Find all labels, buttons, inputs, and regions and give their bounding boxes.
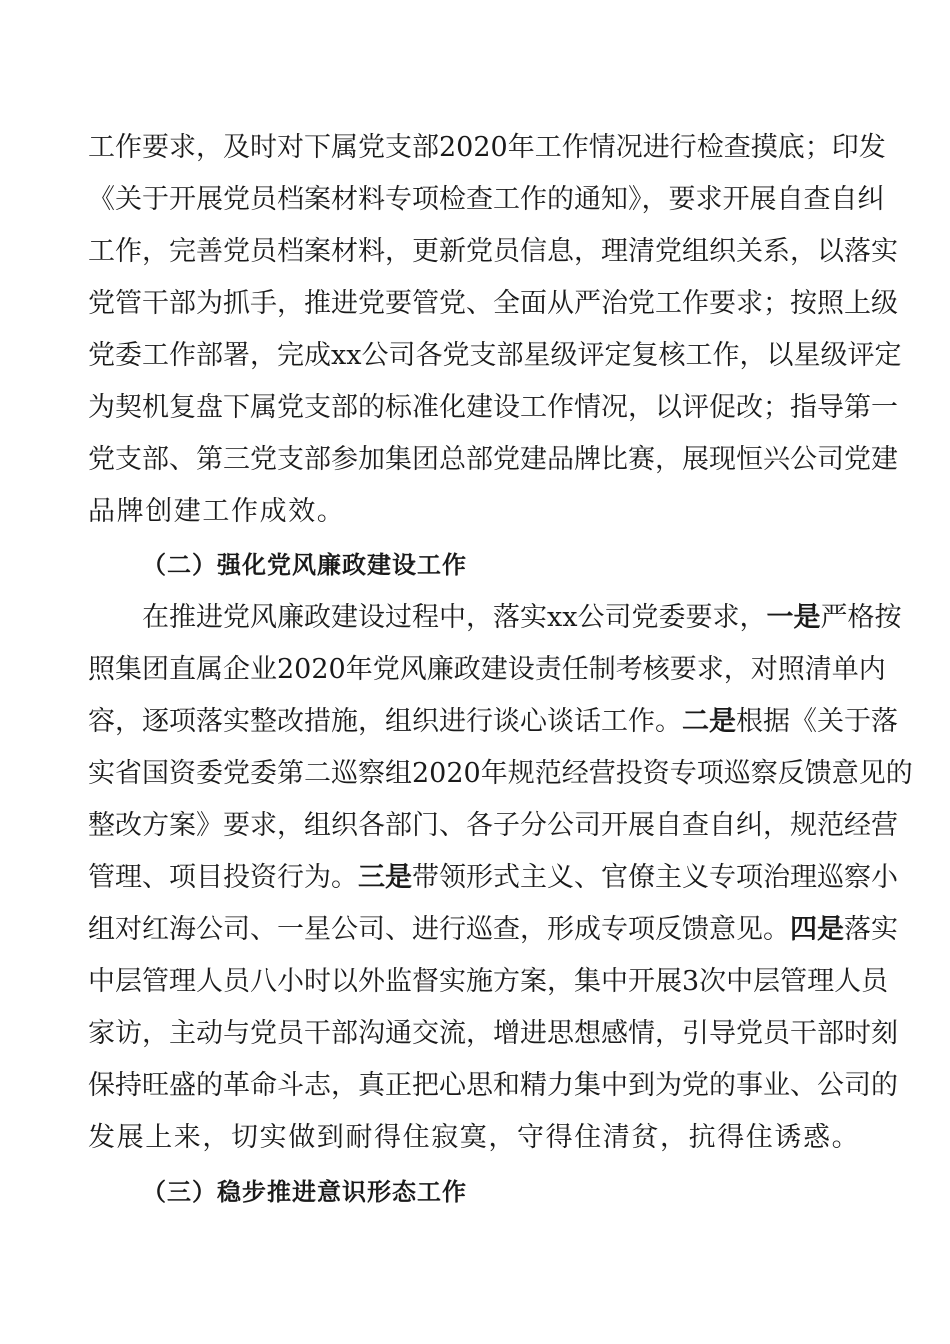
paragraph-line: 党管干部为抓手，推进党要管党、全面从严治党工作要求；按照上级 <box>88 288 898 319</box>
text-run: 根据《关于落 <box>736 706 898 737</box>
paragraph-line: 为契机复盘下属党支部的标准化建设工作情况，以评促改；指导第一 <box>88 392 898 423</box>
paragraph-line: 保持旺盛的革命斗志，真正把心思和精力集中到为党的事业、公司的 <box>88 1070 898 1101</box>
paragraph-line: 整改方案》要求，组织各部门、各子分公司开展自查自纠，规范经营 <box>88 810 898 841</box>
paragraph-line: 品牌创建工作成效。 <box>88 496 346 527</box>
bold-run: 四是 <box>790 914 844 945</box>
paragraph-line: 实省国资委党委第二巡察组2020年规范经营投资专项巡察反馈意见的 <box>88 758 913 789</box>
paragraph-line: 照集团直属企业2020年党风廉政建设责任制考核要求，对照清单内 <box>88 654 886 685</box>
paragraph-line: 工作要求，及时对下属党支部2020年工作情况进行检查摸底；印发 <box>88 132 886 163</box>
bold-run: 三是 <box>358 862 412 893</box>
paragraph-line: 家访，主动与党员干部沟通交流，增进思想感情，引导党员干部时刻 <box>88 1018 898 1049</box>
text-run: 容，逐项落实整改措施，组织进行谈心谈话工作。 <box>88 706 682 737</box>
paragraph-line <box>88 910 898 950</box>
text-run: 组对红海公司、一星公司、进行巡查，形成专项反馈意见。 <box>88 914 790 945</box>
text-run: 带领形式主义、官僚主义专项治理巡察小 <box>412 862 898 893</box>
paragraph-line: 党支部、第三党支部参加集团总部党建品牌比赛，展现恒兴公司党建 <box>88 444 898 475</box>
paragraph-line: 中层管理人员八小时以外监督实施方案，集中开展3次中层管理人员 <box>88 966 889 997</box>
paragraph-line: 工作，完善党员档案材料，更新党员信息，理清党组织关系，以落实 <box>88 236 898 267</box>
paragraph-line: 发展上来，切实做到耐得住寂寞，守得住清贫，抗得住诱惑。 <box>88 1122 861 1153</box>
paragraph-line <box>88 702 898 742</box>
text-run: 在推进党风廉政建设过程中，落实xx公司党委要求， <box>142 602 767 633</box>
paragraph-line: 《关于开展党员档案材料专项检查工作的通知》，要求开展自查自纠 <box>88 184 885 215</box>
paragraph-line <box>142 598 902 638</box>
text-run: 管理、项目投资行为。 <box>88 862 358 893</box>
text-run: 严格按 <box>820 602 902 633</box>
section-heading: （三）稳步推进意识形态工作 <box>142 1178 467 1206</box>
bold-run: 一是 <box>766 602 821 633</box>
text-run: 落实 <box>844 914 898 945</box>
paragraph-line <box>88 858 898 898</box>
bold-run: 二是 <box>682 706 736 737</box>
section-heading: （二）强化党风廉政建设工作 <box>142 551 467 579</box>
paragraph-line: 党委工作部署，完成xx公司各党支部星级评定复核工作，以星级评定 <box>88 340 902 371</box>
